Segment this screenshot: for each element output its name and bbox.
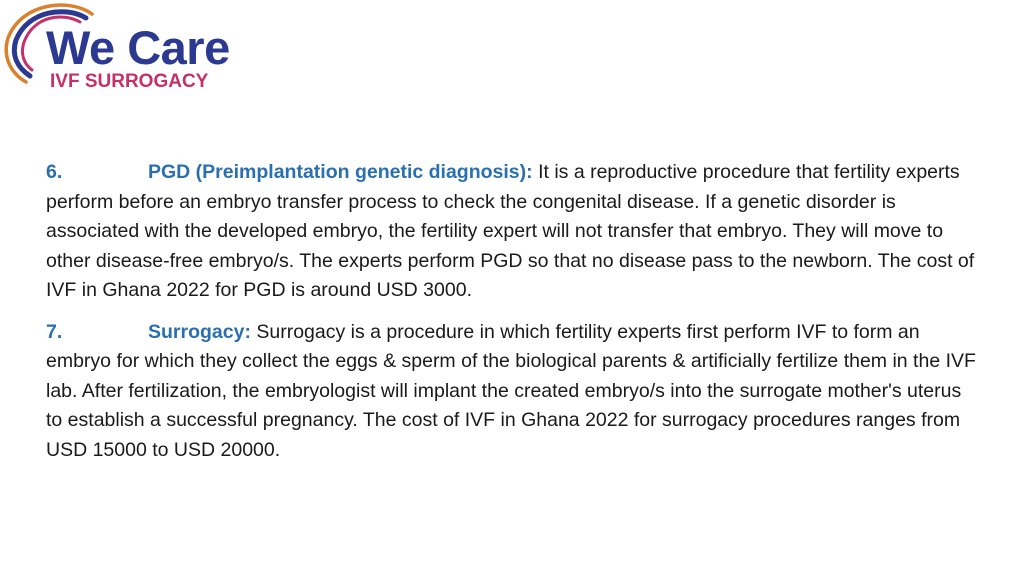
section-heading: Surrogacy: (148, 320, 251, 343)
main-content (46, 158, 976, 477)
section-number: 7. (46, 320, 63, 343)
section-pgd (46, 158, 976, 306)
section-number: 6. (46, 161, 63, 183)
section-surrogacy (46, 318, 976, 466)
section-heading: PGD (Preimplantation genetic diagnosis): (148, 161, 533, 183)
logo (0, 0, 250, 100)
section-text: Surrogacy is a procedure in which fertility experts first perform IVF to form an embryo for which they collect the eggs & sperm of the biological parents & artificially fertilize them in the IVF lab. After fertilization, the embryologist will implant the created embryo/s into the surrogate mother's uterus to establish a successful pregnancy. The cost of IVF in Ghana 2022 for surrogacy procedures ranges from USD 15000 to USD 20000. (46, 320, 976, 461)
logo-subtitle: IVF SURROGACY (50, 71, 209, 92)
logo-title: We Care (46, 21, 230, 74)
section-text: It is a reproductive procedure that fertility experts perform before an embryo transfer process to check the congenital disease. If a genetic disorder is associated with the developed embryo, the fertility expert will not transfer that embryo. They will move to other disease-free embryo/s. The experts perform PGD so that no disease pass to the newborn. The cost of IVF in Ghana 2022 for PGD is around USD 3000. (46, 161, 975, 301)
